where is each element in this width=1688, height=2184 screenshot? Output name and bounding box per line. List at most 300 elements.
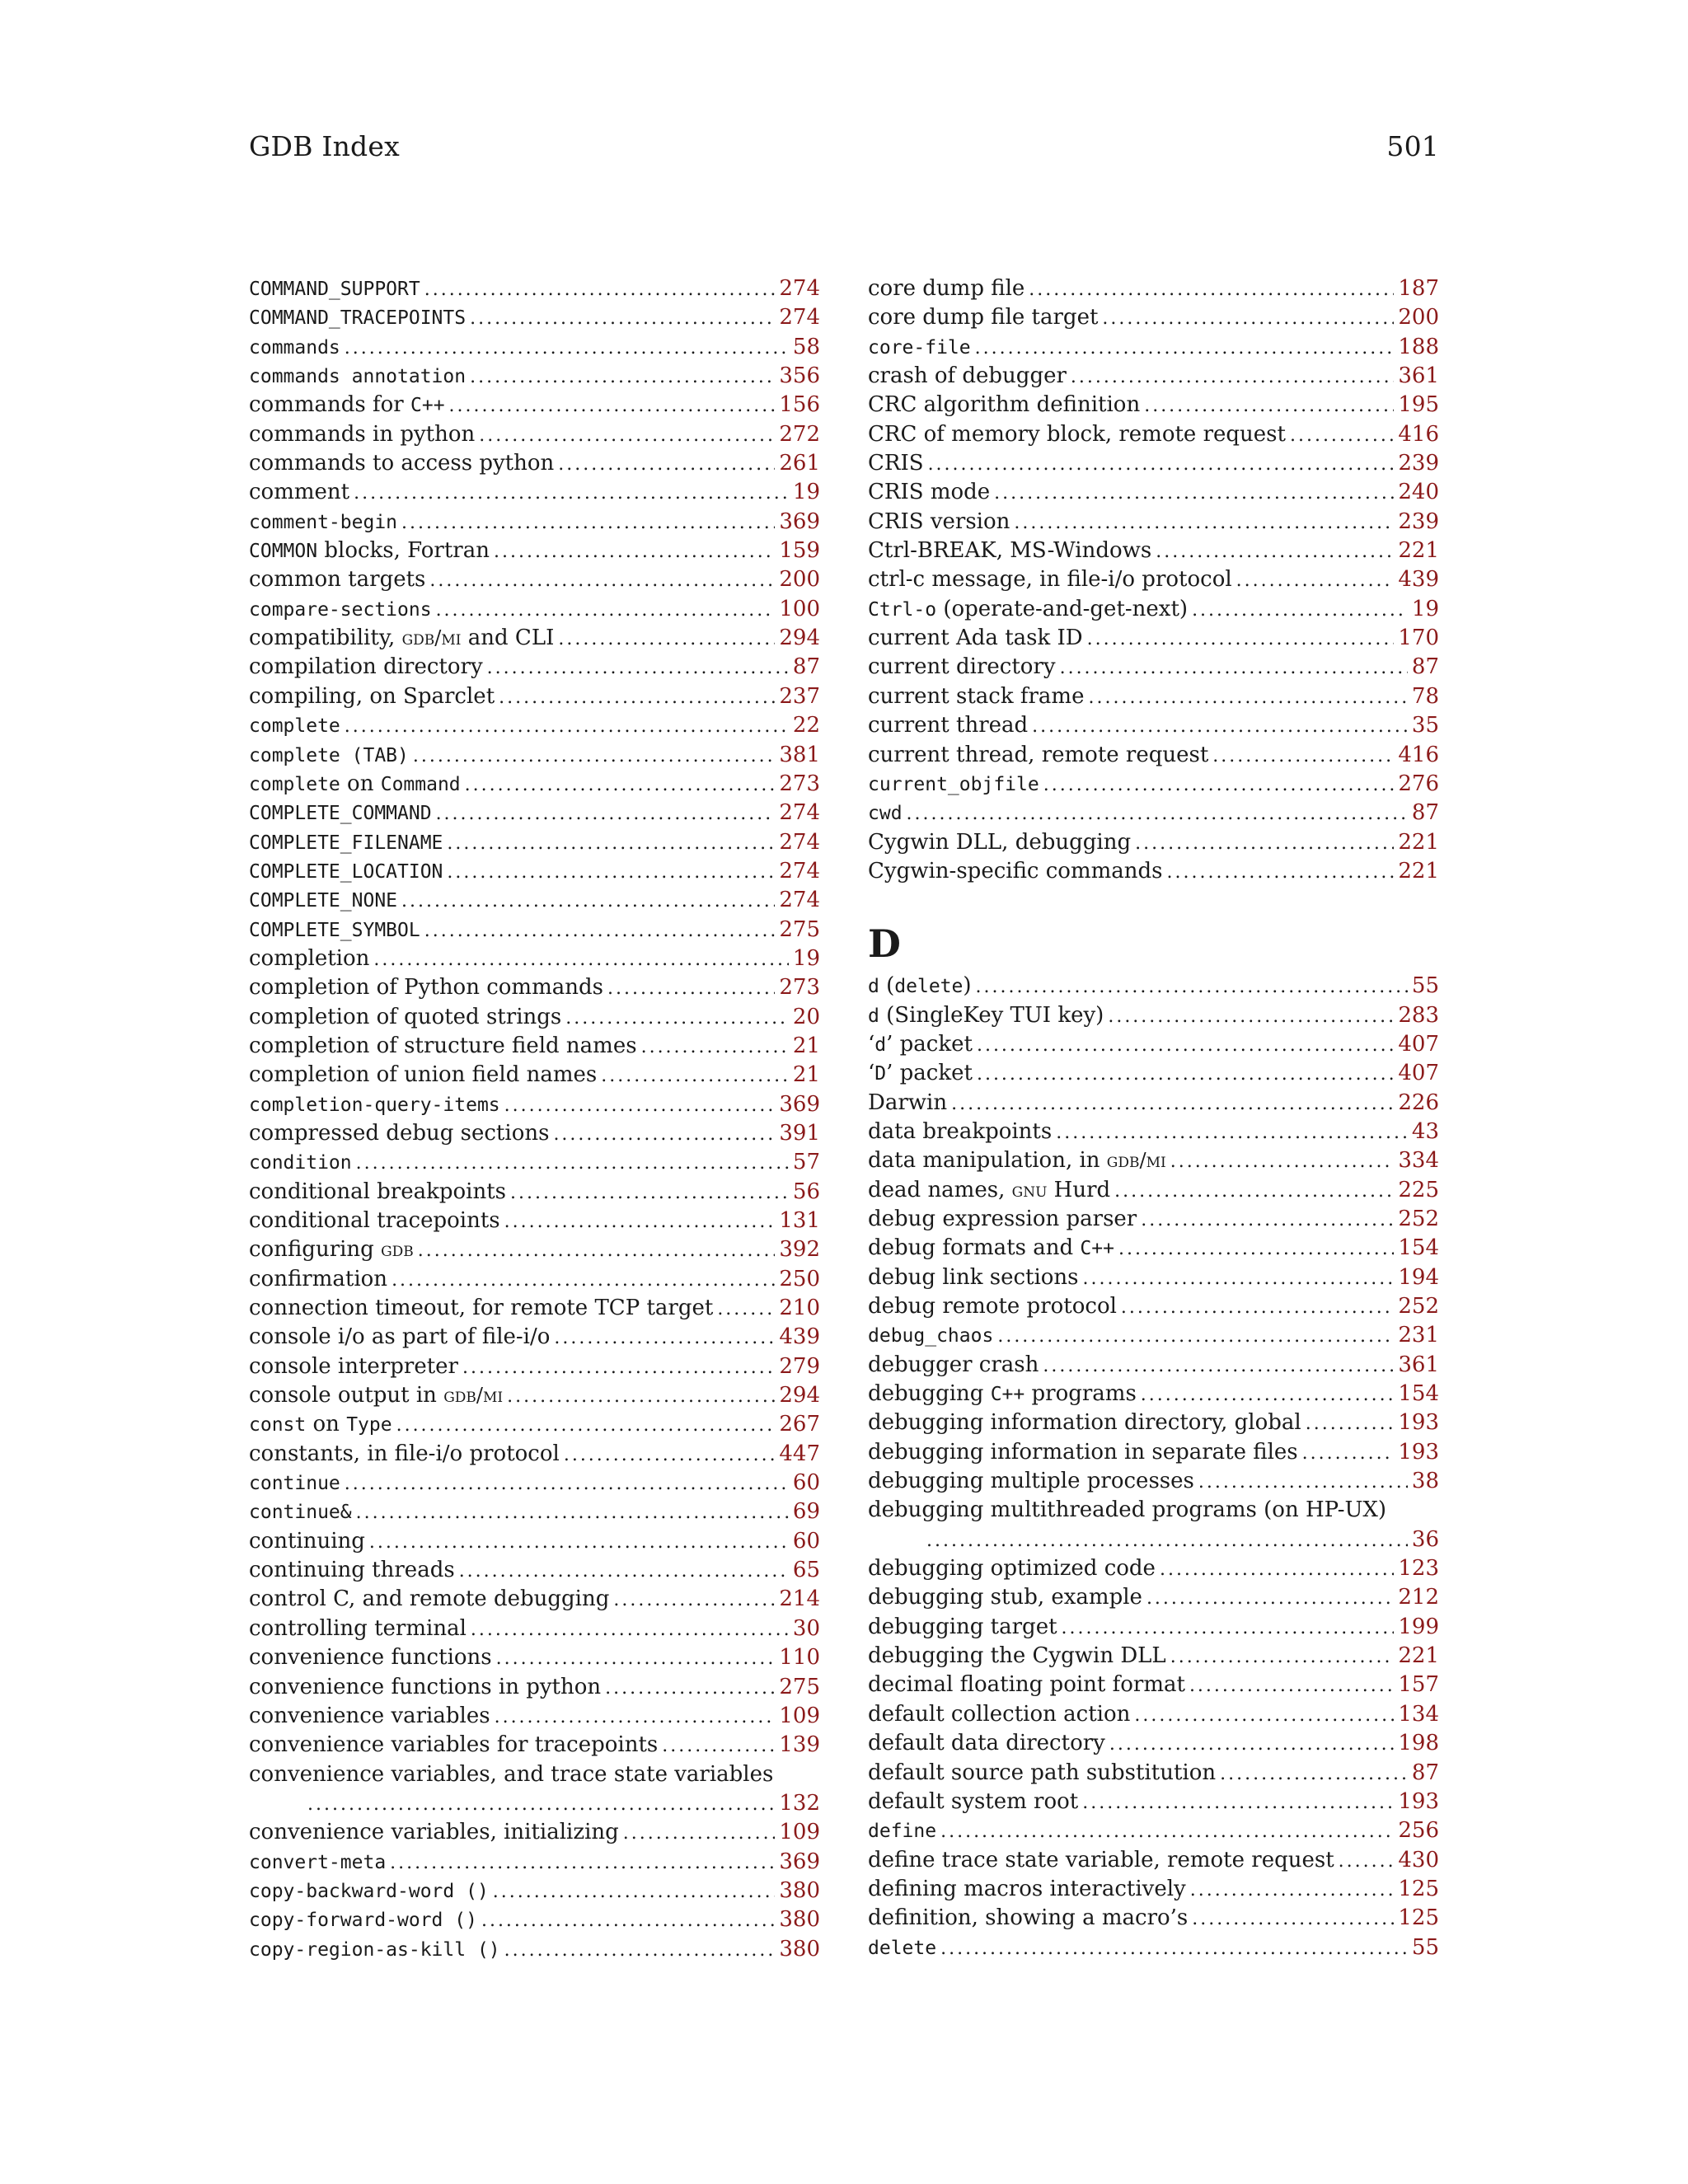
entry-term-part: debugging	[868, 1381, 991, 1407]
page-reference-link[interactable]: 109	[779, 1820, 820, 1845]
page-reference-link[interactable]: 20	[792, 1004, 820, 1029]
page-reference-link[interactable]: 58	[792, 334, 820, 359]
entry-term-part: crash of debugger	[868, 363, 1067, 389]
entry-term-part: ‘	[868, 1061, 875, 1086]
page-reference-link[interactable]: 19	[792, 480, 820, 505]
dot-leader	[1290, 421, 1394, 450]
dot-leader	[1198, 1468, 1408, 1497]
page-reference-link[interactable]: 274	[779, 858, 820, 883]
entry-term-part: console interpreter	[249, 1353, 458, 1379]
index-entry	[868, 1875, 1439, 1904]
index-entry	[249, 1673, 820, 1702]
page-reference-link[interactable]: 250	[779, 1266, 820, 1291]
page-reference-link[interactable]: 237	[779, 683, 820, 709]
page-reference-link[interactable]: 392	[779, 1237, 820, 1263]
index-entry	[868, 1496, 1439, 1525]
entry-term-part: d	[874, 1033, 887, 1056]
dot-leader	[1170, 1643, 1395, 1671]
entry-term	[249, 741, 409, 771]
dot-leader	[940, 1934, 1408, 1963]
index-entry	[868, 1089, 1439, 1118]
page-reference-link[interactable]: 55	[1411, 973, 1439, 999]
page-reference-link[interactable]: 154	[1398, 1235, 1439, 1261]
page-reference-link[interactable]: 279	[779, 1353, 820, 1379]
index-entry	[249, 1148, 820, 1177]
page-reference-link[interactable]: 274	[779, 276, 820, 301]
page-reference-link[interactable]: 294	[779, 626, 820, 651]
page-reference-link[interactable]: 369	[779, 1849, 820, 1874]
page-reference-link[interactable]: 193	[1398, 1410, 1439, 1436]
page-reference-link[interactable]: 273	[779, 771, 820, 796]
entry-term-part: and CLI	[461, 626, 555, 651]
index-entry	[249, 1119, 820, 1148]
dot-leader	[940, 1817, 1394, 1846]
index-entry	[249, 1003, 820, 1032]
entry-term	[868, 741, 1208, 770]
page-reference-link[interactable]: 240	[1398, 480, 1439, 505]
page-reference-link[interactable]: 391	[779, 1120, 820, 1146]
entry-term-part: completion of structure field names	[249, 1033, 637, 1058]
page-reference-link[interactable]: 193	[1398, 1439, 1439, 1465]
page-reference-link[interactable]: 439	[779, 1324, 820, 1350]
entry-term	[249, 973, 603, 1002]
page-reference-link[interactable]: 200	[1398, 305, 1439, 330]
index-entry	[249, 886, 820, 915]
entry-term	[249, 1615, 467, 1643]
dot-leader	[424, 275, 776, 304]
dot-leader	[564, 1441, 776, 1469]
page-reference-link[interactable]: 261	[779, 451, 820, 476]
index-entry	[868, 508, 1439, 537]
entry-term-part: defining macros interactively	[868, 1876, 1186, 1901]
page-reference-link[interactable]: 407	[1398, 1061, 1439, 1086]
index-entry	[249, 1090, 820, 1119]
dot-leader	[558, 450, 775, 479]
dot-leader	[401, 887, 775, 916]
entry-term	[249, 303, 466, 333]
page-reference-link[interactable]: 252	[1398, 1294, 1439, 1319]
page-reference-link[interactable]: 156	[779, 392, 820, 418]
dot-leader	[1160, 1555, 1394, 1584]
entry-term-part: completion-query-items	[249, 1094, 500, 1116]
index-entry	[868, 1904, 1439, 1933]
index-entry	[868, 1759, 1439, 1788]
page-reference-link[interactable]: 87	[1411, 1760, 1439, 1785]
page-reference-link[interactable]: 198	[1398, 1731, 1439, 1756]
entry-term-part: complete	[249, 715, 340, 738]
entry-term-part: debug_chaos	[868, 1325, 994, 1347]
entry-term-part: data manipulation, in	[868, 1148, 1107, 1174]
entry-term	[868, 1438, 1298, 1467]
entry-term	[868, 1759, 1216, 1788]
page-reference-link[interactable]: 125	[1398, 1876, 1439, 1901]
entry-term-part: debugging optimized code	[868, 1556, 1156, 1582]
entry-term-part: convenience functions	[249, 1645, 492, 1671]
index-entry	[249, 944, 820, 973]
page-reference-link[interactable]: 157	[1398, 1672, 1439, 1698]
entry-term	[868, 1788, 1078, 1816]
entry-term	[868, 1613, 1057, 1642]
entry-term-part: programs	[1025, 1381, 1137, 1407]
entry-term	[249, 1760, 773, 1789]
dot-leader	[345, 1469, 789, 1498]
entry-term	[868, 1583, 1142, 1612]
dot-leader	[356, 1498, 789, 1527]
entry-term-part: compressed debug sections	[249, 1120, 550, 1146]
index-entry	[868, 799, 1439, 827]
entry-term	[249, 1119, 549, 1148]
page-reference-link[interactable]: 194	[1398, 1264, 1439, 1290]
page-reference-link[interactable]: 274	[779, 829, 820, 855]
entry-term	[868, 1816, 936, 1846]
page-reference-link[interactable]: 69	[792, 1499, 820, 1525]
page-reference-link[interactable]: 221	[1398, 1643, 1439, 1669]
entry-term	[249, 1148, 352, 1178]
index-entry	[868, 1526, 1439, 1554]
entry-term	[249, 1469, 340, 1498]
index-entry	[249, 1323, 820, 1352]
page-reference-link[interactable]: 256	[1398, 1818, 1439, 1844]
index-entry	[868, 653, 1439, 682]
entry-term	[249, 1410, 392, 1440]
entry-term-part: completion of union field names	[249, 1062, 598, 1088]
page-reference-link[interactable]: 159	[779, 538, 820, 564]
entry-term-part: continuing threads	[249, 1558, 455, 1583]
entry-term	[249, 1323, 550, 1352]
entry-term-part: control C, and remote debugging	[249, 1586, 610, 1612]
page-reference-link[interactable]: 294	[779, 1383, 820, 1408]
index-entry	[249, 595, 820, 624]
entry-term-part: completion	[249, 945, 370, 971]
page-reference-link[interactable]: 210	[779, 1296, 820, 1321]
entry-term	[249, 595, 432, 625]
entry-term	[249, 828, 443, 858]
entry-term-part: default source path substitution	[868, 1760, 1217, 1785]
index-entry	[249, 1935, 820, 1964]
entry-term	[249, 944, 369, 973]
entry-term	[868, 1933, 936, 1963]
dot-leader	[607, 974, 775, 1003]
index-entry	[868, 1321, 1439, 1350]
page-reference-link[interactable]: 380	[779, 1936, 820, 1961]
entry-term-part: core dump file	[868, 276, 1025, 301]
entry-term	[249, 1235, 414, 1264]
dot-leader	[553, 1120, 775, 1149]
dot-leader	[997, 1322, 1394, 1351]
page-reference-link[interactable]: 380	[779, 1877, 820, 1903]
dot-leader	[623, 1819, 776, 1848]
entry-term-part: gdb	[381, 1238, 414, 1262]
entry-term	[868, 1321, 993, 1351]
page-reference-link[interactable]: 60	[792, 1528, 820, 1554]
entry-term-part: compiling, on Sparclet	[249, 683, 495, 709]
entry-term	[249, 1207, 500, 1235]
entry-term-part: Ctrl-o	[868, 598, 937, 621]
dot-leader	[499, 683, 775, 712]
entry-term	[868, 1059, 973, 1089]
entry-term	[249, 799, 432, 828]
dot-leader	[307, 1790, 775, 1819]
page-reference-link[interactable]: 100	[779, 596, 820, 621]
entry-term-part: Darwin	[868, 1090, 948, 1115]
page-reference-link[interactable]: 231	[1398, 1323, 1439, 1348]
page-reference-link[interactable]: 43	[1411, 1118, 1439, 1144]
entry-term	[868, 1408, 1301, 1437]
index-entry	[868, 1642, 1439, 1671]
dot-leader	[465, 771, 776, 799]
entry-term-part: (operate-and-get-next)	[936, 596, 1189, 621]
entry-term-part: continue&	[249, 1502, 352, 1524]
index-entry	[249, 303, 820, 332]
index-entry	[249, 799, 820, 827]
index-entry	[249, 1440, 820, 1469]
page-reference-link[interactable]: 239	[1398, 451, 1439, 476]
page-reference-link[interactable]: 283	[1398, 1002, 1439, 1028]
entry-term-part: Type	[346, 1414, 392, 1436]
page-reference-link[interactable]: 361	[1398, 363, 1439, 389]
page-reference-link[interactable]: 381	[779, 742, 820, 767]
entry-term-part: debug link sections	[868, 1264, 1079, 1290]
page-reference-link[interactable]: 55	[1411, 1934, 1439, 1960]
entry-term-part: CRC of memory block, remote request	[868, 421, 1286, 447]
page-reference-link[interactable]: 193	[1398, 1788, 1439, 1814]
page-reference-link[interactable]: 252	[1398, 1206, 1439, 1231]
page-reference-link[interactable]: 334	[1398, 1148, 1439, 1174]
entry-term	[868, 1467, 1194, 1496]
page-reference-link[interactable]: 274	[779, 800, 820, 826]
page-reference-link[interactable]: 380	[779, 1907, 820, 1933]
index-entry	[868, 1408, 1439, 1437]
page-reference-link[interactable]: 21	[792, 1033, 820, 1058]
page-reference-link[interactable]: 273	[779, 975, 820, 1001]
index-entry	[249, 1877, 820, 1905]
page-reference-link[interactable]: 225	[1398, 1177, 1439, 1202]
page-reference-link[interactable]: 35	[1411, 713, 1439, 738]
dot-leader	[1192, 596, 1408, 625]
entry-term-part: gdb/mi	[443, 1384, 504, 1408]
dot-leader	[507, 1382, 775, 1411]
index-entry	[249, 274, 820, 303]
page-reference-link[interactable]: 65	[792, 1558, 820, 1583]
entry-term-part: commands to access python	[249, 451, 555, 476]
entry-term-part: C++	[410, 395, 445, 417]
dot-leader	[345, 712, 789, 741]
dot-leader	[1118, 1235, 1394, 1263]
entry-term	[868, 799, 903, 828]
page-reference-link[interactable]: 132	[779, 1790, 820, 1816]
entry-term-part: debugging information directory, global	[868, 1410, 1301, 1436]
entry-term-part: debugging target	[868, 1614, 1057, 1639]
entry-term-part: on	[340, 771, 381, 796]
running-head-page-number: 501	[1386, 130, 1439, 162]
entry-term-part: continue	[249, 1473, 340, 1495]
entry-term	[249, 1935, 500, 1965]
index-entry	[868, 1001, 1439, 1030]
index-entry	[868, 1059, 1439, 1088]
page-reference-link[interactable]: 110	[779, 1645, 820, 1671]
entry-term	[868, 333, 971, 363]
page-reference-link[interactable]: 407	[1398, 1031, 1439, 1057]
page-reference-link[interactable]: 78	[1411, 683, 1439, 709]
entry-term	[868, 1642, 1166, 1671]
entry-term-part: Cygwin-specific commands	[868, 858, 1163, 883]
entry-term-part: COMMAND_TRACEPOINTS	[249, 307, 467, 330]
index-entry	[249, 653, 820, 682]
entry-term	[249, 682, 495, 711]
entry-term	[868, 1176, 1110, 1205]
page-reference-link[interactable]: 56	[792, 1179, 820, 1204]
page-reference-link[interactable]: 154	[1398, 1381, 1439, 1407]
page-reference-link[interactable]: 356	[779, 363, 820, 389]
page-reference-link[interactable]: 221	[1398, 829, 1439, 855]
entry-term-part: console i/o as part of file-i/o	[249, 1324, 551, 1350]
entry-term	[868, 972, 972, 1001]
page-reference-link[interactable]: 214	[779, 1586, 820, 1612]
page-reference-link[interactable]: 275	[779, 916, 820, 942]
entry-term	[249, 449, 554, 478]
dot-leader	[1056, 1118, 1408, 1147]
page-reference-link[interactable]: 272	[779, 421, 820, 447]
page-reference-link[interactable]: 221	[1398, 858, 1439, 883]
index-entry	[868, 1146, 1439, 1175]
page-reference-link[interactable]: 123	[1398, 1556, 1439, 1582]
page-reference-link[interactable]: 239	[1398, 509, 1439, 534]
entry-term-part: convert-meta	[249, 1851, 387, 1873]
page-reference-link[interactable]: 447	[779, 1441, 820, 1466]
entry-term	[868, 303, 1098, 332]
entry-term-part: current Ada task ID	[868, 626, 1083, 651]
page-reference-link[interactable]: 134	[1398, 1701, 1439, 1727]
page-reference-link[interactable]: 131	[779, 1208, 820, 1233]
page-reference-link[interactable]: 139	[779, 1732, 820, 1758]
entry-term-part: ’ packet	[886, 1061, 973, 1086]
dot-leader	[554, 1324, 775, 1352]
entry-term	[249, 391, 445, 420]
page-reference-link[interactable]: 369	[779, 509, 820, 534]
page-reference-link[interactable]: 212	[1398, 1585, 1439, 1610]
page-reference-link[interactable]: 226	[1398, 1090, 1439, 1115]
page-reference-link[interactable]: 267	[779, 1412, 820, 1437]
page-reference-link[interactable]: 275	[779, 1674, 820, 1699]
page-reference-link[interactable]: 38	[1411, 1469, 1439, 1494]
entry-term-part: convenience variables, initializing	[249, 1820, 619, 1845]
entry-term-part: debugging information in separate files	[868, 1439, 1298, 1465]
page-reference-link[interactable]: 221	[1398, 538, 1439, 564]
entry-term-part: Command	[380, 773, 461, 795]
page-reference-link[interactable]: 30	[792, 1615, 820, 1641]
entry-term	[868, 1089, 947, 1118]
index-entry	[868, 1263, 1439, 1292]
entry-term-part: commands in python	[249, 421, 476, 447]
page-reference-link[interactable]: 416	[1398, 742, 1439, 767]
page-reference-link[interactable]: 87	[792, 654, 820, 680]
dot-leader	[1170, 1147, 1395, 1176]
index-entry	[249, 1032, 820, 1061]
entry-term	[249, 653, 483, 682]
page-reference-link[interactable]: 274	[779, 305, 820, 330]
page-reference-link[interactable]: 439	[1398, 567, 1439, 593]
dot-leader	[1121, 1293, 1394, 1322]
index-entry	[249, 1527, 820, 1556]
entry-term	[868, 770, 1039, 799]
page-reference-link[interactable]: 416	[1398, 421, 1439, 447]
page-reference-link[interactable]: 188	[1398, 334, 1439, 359]
entry-term	[868, 1351, 1039, 1380]
page-reference-link[interactable]: 60	[792, 1470, 820, 1496]
dot-leader	[449, 391, 776, 420]
entry-term	[868, 391, 1140, 419]
running-head-title: GDB Index	[249, 130, 400, 162]
index-entry	[249, 682, 820, 711]
dot-leader	[504, 1936, 776, 1965]
page-reference-link[interactable]: 200	[779, 567, 820, 593]
page-reference-link[interactable]: 369	[779, 1091, 820, 1117]
index-entry	[249, 741, 820, 770]
page-reference-link[interactable]: 125	[1398, 1905, 1439, 1931]
page-reference-link[interactable]: 276	[1398, 771, 1439, 796]
entry-term-part: ctrl-c message, in file-i/o protocol	[868, 567, 1232, 593]
dot-leader	[1306, 1409, 1395, 1438]
page-reference-link[interactable]: 87	[1411, 654, 1439, 680]
index-entry	[868, 770, 1439, 799]
page-reference-link[interactable]: 19	[792, 945, 820, 971]
entry-term	[249, 1381, 503, 1410]
index-entry	[249, 711, 820, 740]
entry-term	[868, 508, 1010, 537]
page-reference-link[interactable]: 21	[792, 1062, 820, 1088]
entry-term-part: CRIS mode	[868, 480, 991, 505]
page-reference-link[interactable]: 170	[1398, 626, 1439, 651]
page-reference-link[interactable]: 87	[1411, 800, 1439, 826]
page-reference-link[interactable]: 361	[1398, 1352, 1439, 1377]
index-column-right	[868, 274, 1439, 1962]
index-entry	[249, 916, 820, 944]
index-entry	[868, 565, 1439, 594]
dot-leader	[613, 1586, 775, 1615]
entry-term-part: current_objfile	[868, 773, 1039, 795]
page-reference-link[interactable]: 22	[792, 713, 820, 738]
dot-leader	[459, 1557, 789, 1586]
page-reference-link[interactable]: 199	[1398, 1614, 1439, 1639]
dot-leader	[1088, 683, 1407, 712]
dot-leader	[447, 858, 775, 887]
dot-leader	[471, 1615, 789, 1644]
dot-leader	[1141, 1380, 1395, 1409]
page-reference-link[interactable]: 109	[779, 1703, 820, 1728]
index-entry	[249, 1615, 820, 1643]
page-reference-link[interactable]: 19	[1411, 596, 1439, 621]
entry-term-part: commands for	[249, 392, 410, 418]
dot-leader	[1339, 1847, 1395, 1876]
index-entry	[868, 595, 1439, 624]
index-entry	[249, 1497, 820, 1526]
page-reference-link[interactable]: 195	[1398, 392, 1439, 418]
page-reference-link[interactable]: 187	[1398, 276, 1439, 301]
page-reference-link[interactable]: 57	[792, 1150, 820, 1175]
dot-leader	[1060, 654, 1408, 682]
entry-term-part: constants, in file-i/o protocol	[249, 1441, 560, 1466]
entry-term-part: const	[249, 1414, 307, 1436]
entry-term-part: delete	[894, 976, 964, 998]
page-reference-link[interactable]: 274	[779, 888, 820, 913]
page-reference-link[interactable]: 430	[1398, 1847, 1439, 1872]
index-entry	[249, 1760, 820, 1789]
dot-leader	[1043, 771, 1395, 799]
page-reference-link[interactable]: 36	[1411, 1526, 1439, 1552]
dot-leader	[373, 945, 789, 974]
entry-term	[868, 682, 1084, 711]
dot-leader	[424, 916, 776, 945]
